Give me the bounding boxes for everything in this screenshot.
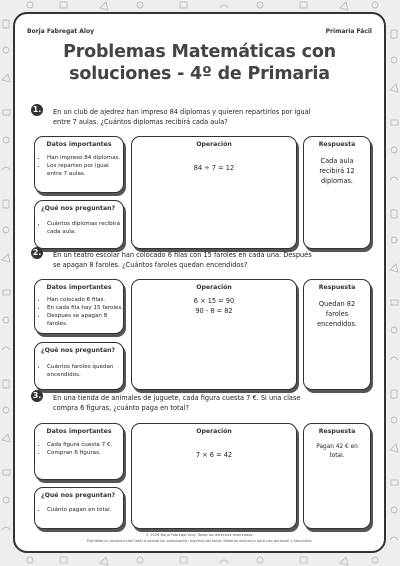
list-item: • Cuánto pagan en total. <box>47 506 125 514</box>
pregunta-list <box>37 506 125 514</box>
list-item: • Cuántos diplomas recibirá cada aula. <box>47 220 125 236</box>
list-item: • Después se apagan 8 faroles. <box>47 312 127 328</box>
level-label: Primaria Fácil <box>325 28 372 35</box>
worksheet <box>13 12 386 553</box>
list-item: • En cada fila hay 15 faroles. <box>47 304 127 312</box>
datos-list <box>37 296 127 328</box>
respuesta-title: Respuesta <box>318 141 356 148</box>
pregunta-box <box>34 342 124 390</box>
problem-text: En un club de ajedrez han impreso 84 diplomas y quieren repartirlos por igual entre 7 aulas. ¿Cuántos diplomas recibirá cada aula? <box>53 108 311 126</box>
list-item: • Han colocado 6 filas. <box>47 296 127 304</box>
datos-list <box>37 441 127 457</box>
list-item: • Los reparten por igual entre 7 aulas. <box>47 162 125 178</box>
list-item: • Cuántos faroles quedan encendidos. <box>47 363 125 379</box>
page-title-line2: soluciones - 4º de Primaria <box>69 64 330 84</box>
problem-text: En un teatro escolar han colocado 6 filas con 15 faroles en cada una. Después se apagan 8 faroles. ¿Cuántos faroles quedan encendidos? <box>53 251 312 269</box>
operacion-box <box>131 279 297 390</box>
datos-box <box>34 423 124 480</box>
operacion-title: Operación <box>196 141 232 148</box>
pregunta-list <box>37 220 125 236</box>
datos-list <box>37 154 125 178</box>
copyright-footer: © 2026 Borja Fabregat Aloy. Todos los derechos reservados. Prohibida su reproducción total o parcial sin autorización expresa del autor. Material exclusivo para uso personal y educativo. <box>86 533 313 543</box>
pregunta-list <box>37 363 125 379</box>
datos-title: Datos importantes <box>46 141 112 148</box>
respuesta-box <box>303 423 371 529</box>
problem-number: 3. <box>32 391 42 400</box>
respuesta-title: Respuesta <box>318 284 356 291</box>
operacion-box <box>131 423 297 529</box>
respuesta-box <box>303 279 371 390</box>
datos-box <box>34 279 124 334</box>
answer: Pagan 42 € en total. <box>316 444 358 459</box>
datos-box <box>34 136 124 193</box>
pregunta-title: ¿Qué nos preguntan? <box>41 347 116 354</box>
operacion-box <box>131 136 297 249</box>
list-item: • Compran 6 figuras. <box>47 449 127 457</box>
list-item: • Cada figura cuesta 7 €. <box>47 441 127 449</box>
datos-title: Datos importantes <box>46 284 112 291</box>
datos-title: Datos importantes <box>46 428 112 435</box>
operacion-title: Operación <box>196 428 232 435</box>
operation: 6 × 15 = 90 90 - 8 = 82 <box>193 297 235 315</box>
respuesta-title: Respuesta <box>318 428 356 435</box>
operation: 84 ÷ 7 = 12 <box>193 164 235 172</box>
pregunta-title: ¿Qué nos preguntan? <box>41 205 116 212</box>
pregunta-box <box>34 200 124 249</box>
page-title-line1: Problemas Matemáticas con <box>63 42 336 62</box>
pregunta-title: ¿Qué nos preguntan? <box>41 492 116 499</box>
operacion-title: Operación <box>196 284 232 291</box>
answer: Cada aula recibirá 12 diplomas. <box>319 157 355 185</box>
answer: Quedan 82 faroles encendidos. <box>317 300 357 328</box>
author-name: Borja Fabregat Aloy <box>27 28 95 35</box>
operation: 7 × 6 = 42 <box>195 451 233 459</box>
list-item: • Han impreso 84 diplomas. <box>47 154 125 162</box>
respuesta-box <box>303 136 371 249</box>
problem-number: 2. <box>32 248 42 257</box>
problem-text: En una tienda de animales de juguete, cada figura cuesta 7 €. Si una clase compra 6 figuras, ¿cuánto paga en total? <box>53 394 301 412</box>
problem-number: 1. <box>32 105 42 114</box>
pregunta-box <box>34 487 124 529</box>
